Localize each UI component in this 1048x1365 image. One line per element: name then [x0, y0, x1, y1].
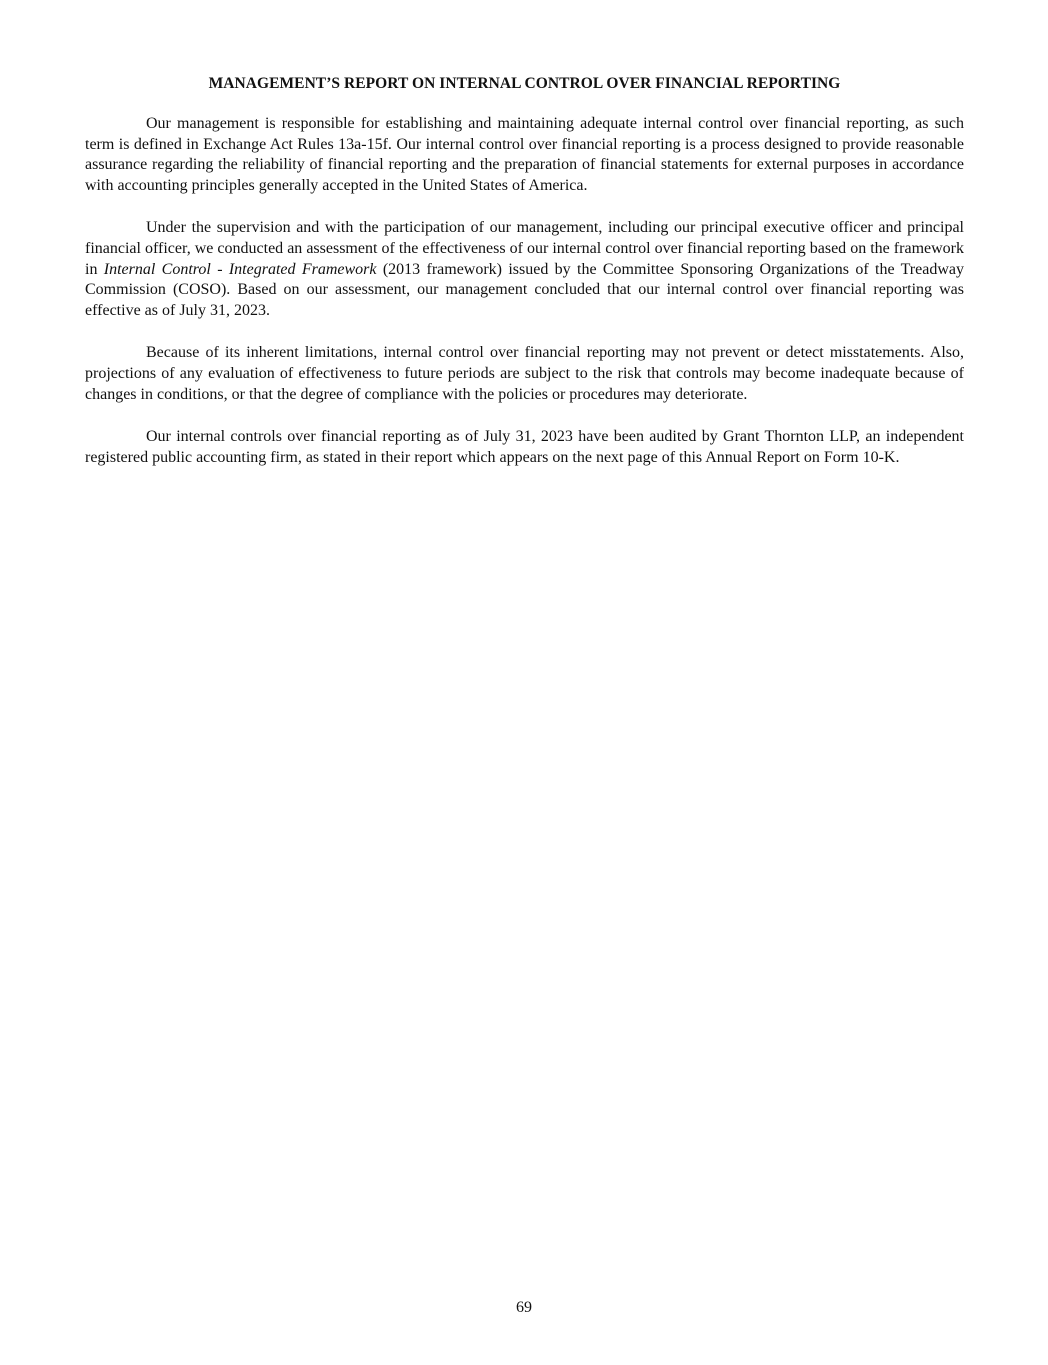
page-number: 69	[516, 1299, 532, 1316]
paragraph-assessment-text-start: Under the supervision and with the participation of our management, including our principal executive officer and principal financial officer, we conducted an assessment of the effectiveness of our internal control over financial reporting based on the framework in	[85, 219, 964, 278]
paragraph-assessment	[85, 218, 964, 321]
framework-name: Internal Control - Integrated Framework	[103, 260, 377, 278]
document-body	[85, 73, 964, 490]
paragraph-limitations: Because of its inherent limitations, internal control over financial reporting may not prevent or detect misstatements. Also, projections of any evaluation of effectiveness to future periods are subject to the risk that controls may become inadequate because of changes in conditions, or that the degree of compliance with the policies or procedures may deteriorate.	[85, 344, 964, 403]
paragraph-responsibility: Our management is responsible for establishing and maintaining adequate internal control over financial reporting, as such term is defined in Exchange Act Rules 13a-15f. Our internal control over financial reporting is a process designed to provide reasonable assurance regarding the reliability of financial reporting and the preparation of financial statements for external purposes in accordance with accounting principles generally accepted in the United States of America.	[85, 115, 964, 194]
paragraph-audit: Our internal controls over financial reporting as of July 31, 2023 have been audited by Grant Thornton LLP, an independent registered public accounting firm, as stated in their report which appears on the next page of this Annual Report on Form 10-K.	[85, 428, 964, 466]
paragraph-assessment-text-end: (2013 framework) issued by the Committee Sponsoring Organizations of the Treadway Commission (COSO). Based on our assessment, our management concluded that our internal control over financial reporting was effective as of July 31, 2023.	[85, 260, 964, 319]
report-title: MANAGEMENT’S REPORT ON INTERNAL CONTROL OVER FINANCIAL REPORTING	[208, 75, 841, 92]
